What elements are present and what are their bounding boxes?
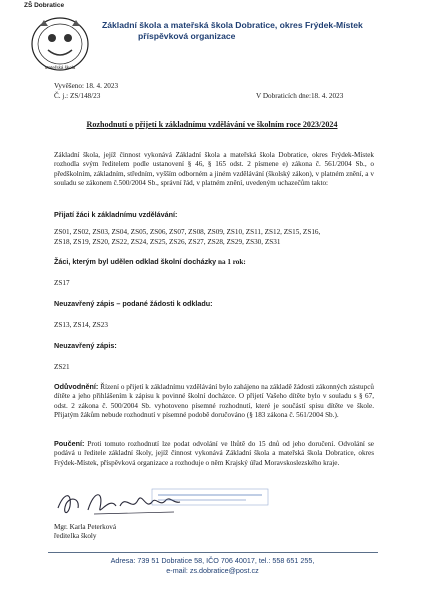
posted-date: Vyvěšeno: 18. 4. 2023	[54, 82, 119, 90]
footer-email: e-mail: zs.dobratice@post.cz	[166, 566, 259, 575]
intro-paragraph: Základní škola, jejíž činnost vykonává Základní škola a mateřská škola Dobratice, okres Frýdek-Místek rozhodla svým ředitelem podle ustanovení § 46, § 165 odst. 2 písmene e) zákona č. 561/2004 Sb., o předškolním, základním, středním, vyšším odborném a jiném vzdělávání (školský zákon), v platném znění, a v souladu se zákonem č.500/2004 Sb., správní řád, v platném znění, uvedeným uchazečům takto:	[54, 151, 374, 187]
deferral-heading-rest: na 1 rok:	[216, 258, 246, 266]
signer-role: ředitelka školy	[54, 532, 97, 540]
place-and-date: V Dobraticích dne:18. 4. 2023	[256, 92, 344, 100]
footer-address: Adresa: 739 51 Dobratice 58, IČO 706 40017, tel.: 558 651 255,	[110, 556, 315, 565]
school-name: Základní škola a mateřská škola Dobratice, okres Frýdek-Místek	[102, 20, 363, 30]
admitted-heading: Přijatí žáci k základnímu vzdělávání:	[54, 210, 178, 219]
school-logo	[26, 12, 94, 74]
incomplete-enrollment-heading: Neuzavřený zápis:	[54, 341, 117, 350]
signer-name: Mgr. Karla Peterková	[54, 523, 117, 531]
document-title: Rozhodnutí o přijetí k základnímu vzdělávání ve školním roce 2023/2024	[86, 120, 338, 129]
instruction-text: Proti tomuto rozhodnutí lze podat odvolání ve lhůtě do 15 dnů od jeho doručení. Odvolání se podává u ředitele základní školy, jejíž činnost vykonává Základní škola a mateřská škola Dobratice, okres Frýdek-Místek, příspěvková organizace a rozhoduje o něm Krajský úřad Moravskoslezského kraje.	[54, 440, 374, 467]
justification-label: Odůvodnění:	[54, 382, 99, 391]
justification-text: Řízení o přijetí k základnímu vzdělávání bylo zahájeno na základě žádosti zákonných zástupců dítěte a jeho přihlášením k zápisu k povinné školní docházce. O přijetí Vašeho dítěte bylo v souladu s § 67, odst. 2 zákona č. 500/2004 Sb. vyhotoveno písemné rozhodnutí, které je součástí spisu dítěte ve škole. Přijatým žákům nebude rozhodnutí v písemné podobě doručováno (§ 183 zákona č. 561/2004 Sb.).	[54, 383, 374, 419]
incomplete-enrollment-list: ZS21	[54, 363, 70, 371]
admitted-list-line-2: ZS18, ZS19, ZS20, ZS22, ZS24, ZS25, ZS26, ZS27, ZS28, ZS29, ZS30, ZS31	[54, 238, 281, 246]
deferral-heading-bold: Žáci, kterým byl udělen odklad školní docházky	[54, 257, 217, 266]
incomplete-deferral-list: ZS13, ZS14, ZS23	[54, 321, 108, 329]
deferral-heading	[54, 257, 379, 267]
reference-number: Č. j.: ZS/148/23	[54, 92, 101, 100]
school-org-type: příspěvková organizace	[138, 31, 236, 41]
justification-paragraph	[54, 382, 374, 420]
incomplete-deferral-heading: Neuzavřený zápis – podané žádosti k odkladu:	[54, 299, 213, 308]
deferral-list: ZS17	[54, 279, 70, 287]
footer-divider	[48, 552, 378, 553]
instruction-paragraph	[54, 439, 374, 468]
admitted-list-line-1: ZS01, ZS02, ZS03, ZS04, ZS05, ZS06, ZS07, ZS08, ZS09, ZS10, ZS11, ZS12, ZS15, ZS16,	[54, 228, 321, 236]
instruction-label: Poučení:	[54, 439, 85, 448]
logo-school-abbr: ZŠ Dobratice	[24, 2, 65, 9]
school-logo-icon	[26, 12, 94, 74]
official-stamp	[150, 487, 270, 507]
stamp-icon	[150, 487, 270, 507]
school-header	[102, 20, 417, 42]
logo-ring-text: Mateřská škola	[44, 65, 76, 70]
